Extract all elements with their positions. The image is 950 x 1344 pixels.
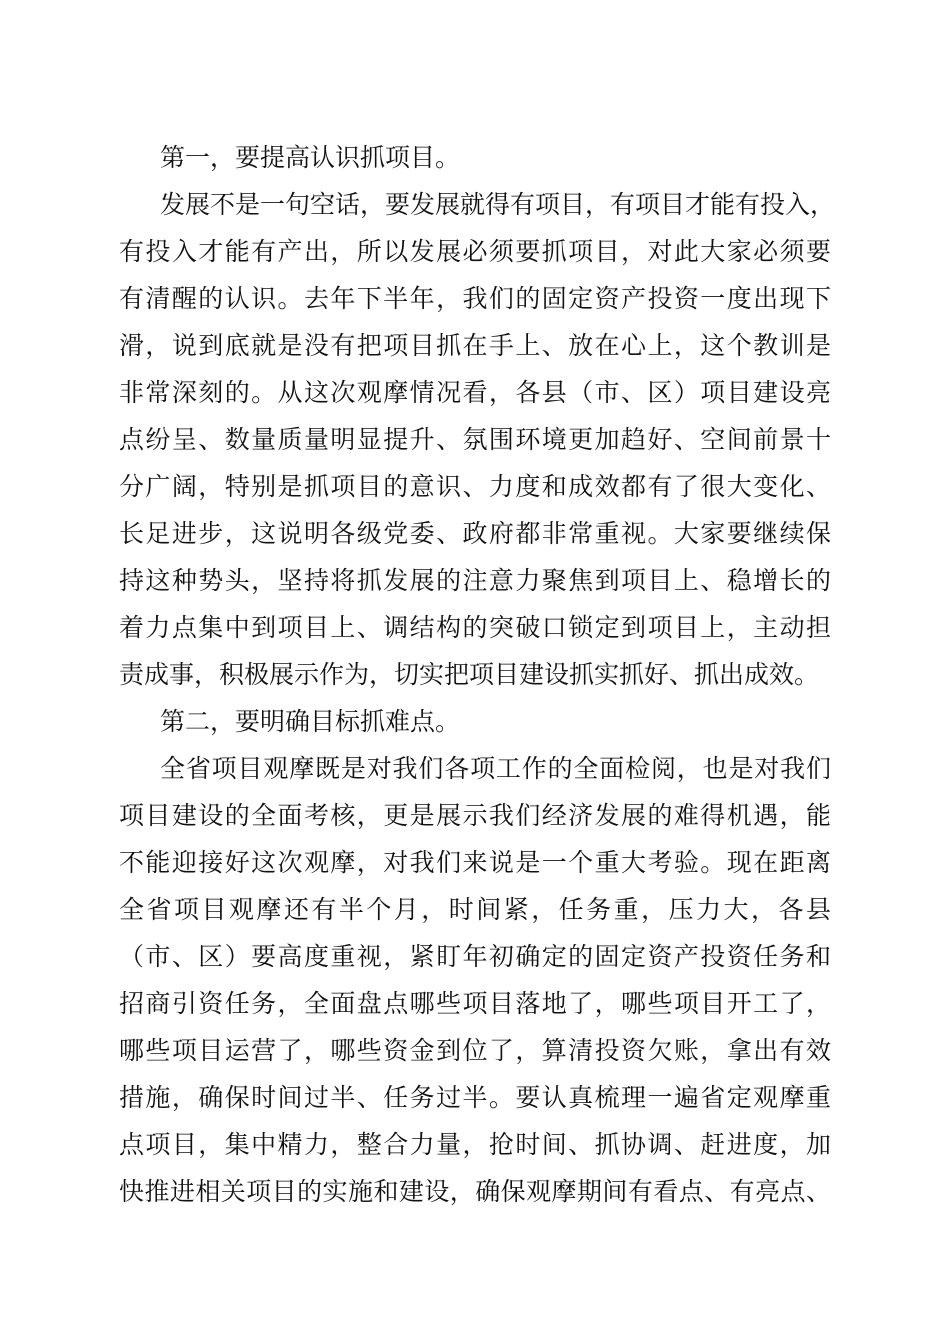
paragraph-line: 有清醒的认识。去年下半年，我们的固定资产投资一度出现下 <box>119 284 831 313</box>
paragraph-line: 发展不是一句空话，要发展就得有项目，有项目才能有投入， <box>160 190 836 219</box>
paragraph-line: 分广阔，特别是抓项目的意识、力度和成效都有了很大变化、 <box>119 472 831 501</box>
paragraph-line: 不能迎接好这次观摩，对我们来说是一个重大考验。现在距离 <box>119 848 831 877</box>
section-heading: 第二，要明确目标抓难点。 <box>160 707 461 736</box>
paragraph-line: 哪些项目运营了，哪些资金到位了，算清投资欠账，拿出有效 <box>119 1036 831 1065</box>
paragraph-line: 项目建设的全面考核，更是展示我们经济发展的难得机遇，能 <box>119 801 831 830</box>
paragraph-line: 有投入才能有产出，所以发展必须要抓项目，对此大家必须要 <box>119 237 831 266</box>
paragraph-line: 全省项目观摩还有半个月，时间紧，任务重，压力大，各县 <box>119 895 831 924</box>
paragraph-line: 长足进步，这说明各级党委、政府都非常重视。大家要继续保 <box>119 519 831 548</box>
paragraph-line: 措施，确保时间过半、任务过半。要认真梳理一遍省定观摩重 <box>119 1083 831 1112</box>
paragraph-line: 招商引资任务，全面盘点哪些项目落地了，哪些项目开工了， <box>119 989 831 1018</box>
paragraph-line: 点项目，集中精力，整合力量，抢时间、抓协调、赶进度，加 <box>119 1130 831 1159</box>
paragraph-line: 滑，说到底就是没有把项目抓在手上、放在心上，这个教训是 <box>119 331 831 360</box>
section-heading: 第一，要提高认识抓项目。 <box>160 143 461 172</box>
paragraph-line: 快推进相关项目的实施和建设，确保观摩期间有看点、有亮点、 <box>119 1177 831 1206</box>
document-body <box>119 134 836 1215</box>
paragraph-line: 非常深刻的。从这次观摩情况看，各县（市、区）项目建设亮 <box>119 378 831 407</box>
paragraph-line: （市、区）要高度重视，紧盯年初确定的固定资产投资任务和 <box>119 942 831 971</box>
paragraph-line: 着力点集中到项目上、调结构的突破口锁定到项目上，主动担 <box>119 613 831 642</box>
paragraph-line: 全省项目观摩既是对我们各项工作的全面检阅，也是对我们 <box>160 754 831 783</box>
paragraph-line: 点纷呈、数量质量明显提升、氛围环境更加趋好、空间前景十 <box>119 425 831 454</box>
paragraph-line: 责成事，积极展示作为，切实把项目建设抓实抓好、抓出成效。 <box>119 660 820 689</box>
paragraph-line: 持这种势头，坚持将抓发展的注意力聚焦到项目上、稳增长的 <box>119 566 831 595</box>
